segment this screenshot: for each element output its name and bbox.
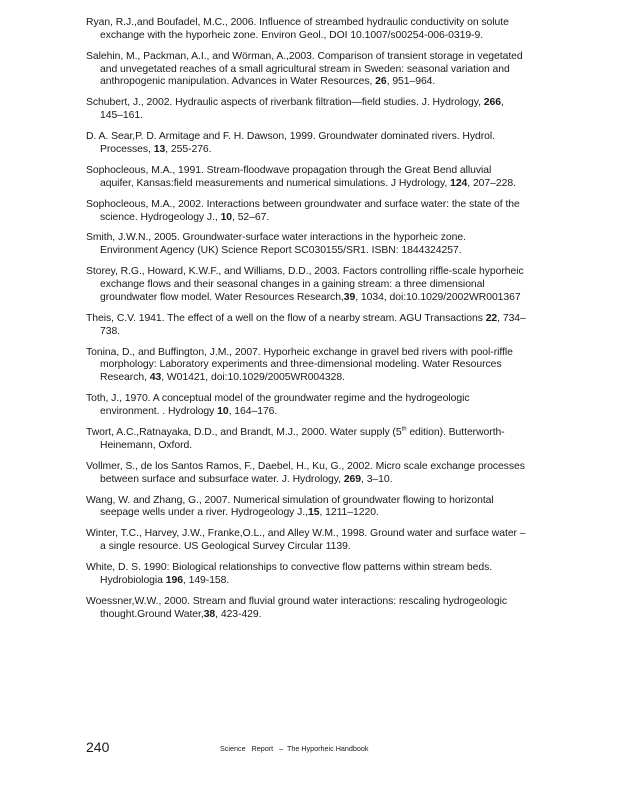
reference-entry — [86, 17, 526, 43]
reference-text: Wang, W. and Zhang, G., 2007. Numerical simulation of groundwater flowing to horizontal seepage wells under a river. Hydrogeology J., — [86, 494, 494, 519]
reference-entry — [86, 393, 526, 419]
reference-text: White, D. S. 1990: Biological relationships to convective flow patterns within stream beds. Hydrobiologia — [86, 562, 493, 586]
volume-number: 43 — [149, 372, 162, 384]
reference-text: edition). Butterworth-Heinemann, Oxford. — [100, 426, 505, 451]
volume-number: 39 — [343, 291, 356, 303]
page-number: 240 — [86, 739, 110, 755]
volume-number: 38 — [203, 608, 216, 620]
volume-number: 266 — [483, 97, 501, 109]
reference-text: Theis, C.V. 1941. The effect of a well on the flow of a nearby stream. AGU Transactions — [86, 312, 486, 324]
reference-entry — [86, 347, 526, 385]
reference-text: Tonina, D., and Buffington, J.M., 2007. Hyporheic exchange in gravel bed rivers with pool-riffle morphology: Laboratory experiments and three-dimensional modeling. Water Resources Research, — [86, 346, 513, 384]
volume-number: 13 — [153, 143, 166, 155]
reference-entry — [86, 199, 526, 225]
reference-entry — [86, 232, 526, 258]
reference-text: , 149-158. — [182, 574, 230, 586]
reference-text: D. A. Sear,P. D. Armitage and F. H. Dawson, 1999. Groundwater dominated rivers. Hydrol. Processes, — [86, 131, 495, 155]
volume-number: 22 — [485, 312, 498, 324]
reference-text: Salehin, M., Packman, A.I., and Wörman, A.,2003. Comparison of transient storage in vegetated and unvegetated reaches of a small agricultural stream in Sweden: seasonal variation and anthropogenic manipulation. Advances in Water Resources, — [86, 50, 523, 88]
reference-text: Woessner,W.W., 2000. Stream and fluvial ground water interactions: rescaling hydrogeologic thought.Ground Water, — [86, 595, 507, 620]
reference-text: , 734–738. — [100, 312, 526, 337]
running-title: Science Report – The Hyporheic Handbook — [220, 744, 369, 753]
reference-text: , 3–10. — [361, 473, 393, 485]
volume-number: 10 — [220, 211, 233, 223]
reference-text: , 255-276. — [165, 143, 212, 155]
reference-text: Sophocleous, M.A., 2002. Interactions between groundwater and surface water: the state of the science. Hydrogeology J., — [86, 198, 520, 223]
reference-text: Storey, R.G., Howard, K.W.F., and Williams, D.D., 2003. Factors controlling riffle-scale hyporheic exchange flows and their seasonal changes in a gaining stream: a three dimensional groundwater flow model. Water Resources Research, — [86, 266, 524, 303]
reference-entry — [86, 313, 526, 339]
reference-entry — [86, 266, 526, 304]
reference-text: Twort, A.C.,Ratnayaka, D.D., and Brandt, M.J., 2000. Water supply (5 — [86, 426, 402, 438]
volume-number: 15 — [308, 507, 320, 519]
reference-text: Ryan, R.J.,and Boufadel, M.C., 2006. Influence of streambed hydraulic conductivity on solute exchange with the hyporheic zone. Environ Geol., DOI 10.1007/s00254-006-0319-9. — [86, 17, 509, 41]
superscript: th — [401, 426, 407, 433]
reference-text: , 423-429. — [215, 608, 262, 620]
reference-entry — [86, 97, 526, 123]
reference-entry — [86, 461, 526, 487]
reference-text: , 145–161. — [100, 97, 504, 122]
reference-text: , 52–67. — [232, 211, 270, 223]
reference-entry — [86, 495, 526, 521]
reference-entry — [86, 165, 526, 191]
reference-text: Winter, T.C., Harvey, J.W., Franke,O.L., and Alley W.M., 1998. Ground water and surface water – a single resource. US Geological Survey Circular 1139. — [86, 528, 526, 553]
reference-entry — [86, 562, 526, 588]
reference-entry — [86, 528, 526, 554]
volume-number: 196 — [165, 574, 183, 586]
reference-text: , 1211–1220. — [319, 507, 379, 519]
volume-number: 269 — [343, 473, 362, 485]
reference-text: , 207–228. — [467, 177, 516, 189]
page-footer — [86, 739, 526, 759]
reference-entry — [86, 131, 526, 157]
reference-entry — [86, 51, 526, 89]
reference-text: , 1034, doi:10.1029/2002WR001367 — [355, 291, 521, 303]
reference-text: , 164–176. — [228, 406, 278, 417]
reference-text: Sophocleous, M.A., 1991. Stream-floodwave propagation through the Great Bend alluvial aquifer, Kansas:field measurements and numerical simulations. J Hydrology, — [86, 164, 492, 189]
reference-text: , 951–964. — [386, 76, 436, 88]
reference-text: , W01421, doi:10.1029/2005WR004328. — [161, 372, 345, 384]
reference-entry — [86, 596, 526, 622]
reference-text: Smith, J.W.N., 2005. Groundwater-surface water interactions in the hyporheic zone. Environment Agency (UK) Science Report SC030155/SR1. ISBN: 1844324257. — [86, 232, 466, 257]
reference-text: Toth, J., 1970. A conceptual model of the groundwater regime and the hydrogeologic environment. . Hydrology — [86, 393, 470, 417]
volume-number: 26 — [375, 76, 387, 88]
reference-text: Vollmer, S., de los Santos Ramos, F., Daebel, H., Ku, G., 2002. Micro scale exchange processes between surface and subsurface water. J. Hydrology, — [86, 460, 525, 485]
reference-entry — [86, 427, 526, 453]
reference-list — [86, 17, 526, 630]
volume-number: 10 — [217, 406, 229, 417]
volume-number: 124 — [450, 177, 468, 189]
reference-text: Schubert, J., 2002. Hydraulic aspects of riverbank filtration—field studies. J. Hydrology, — [86, 97, 484, 109]
